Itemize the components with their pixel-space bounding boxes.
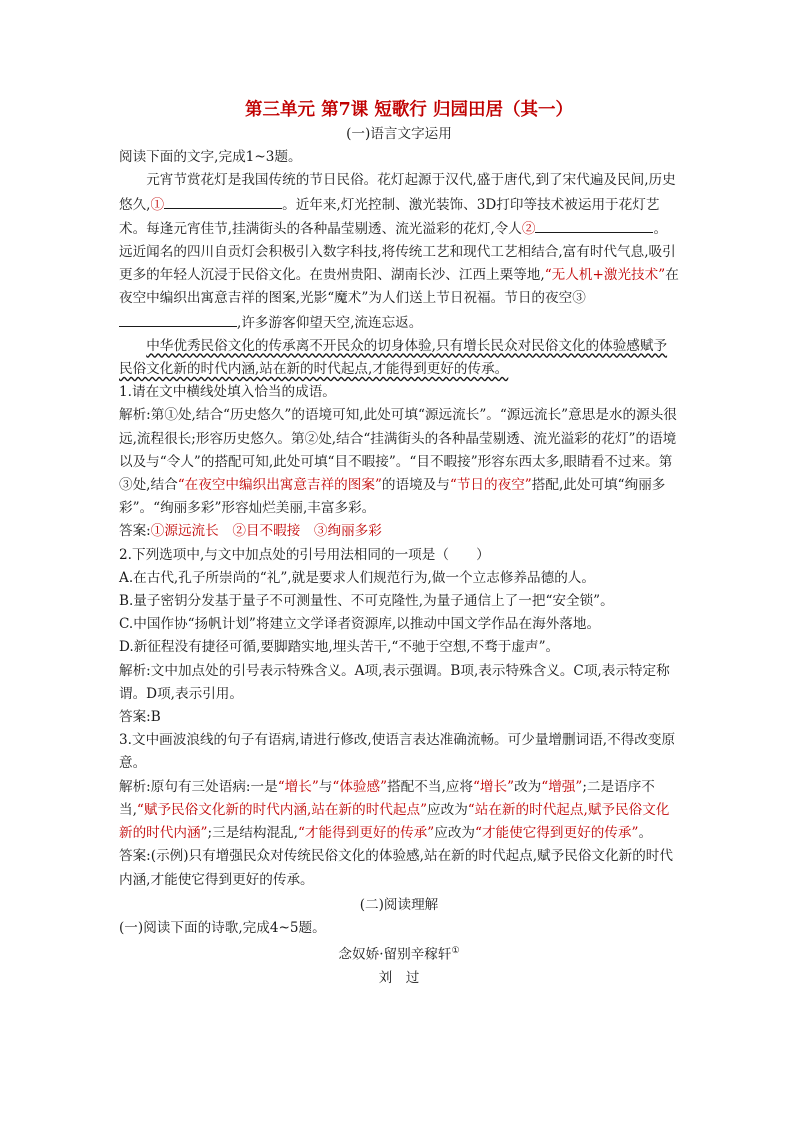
blank-marker-2: ②	[521, 220, 536, 237]
analysis-highlight: “站在新的时代起点,赋予民俗文化新的时代内涵”	[119, 801, 670, 842]
analysis-highlight: “增长”	[277, 778, 319, 795]
analysis-text: 。	[638, 825, 653, 842]
option-a: A.在古代,孔子所崇尚的“礼”,就是要求人们规范行为,做一个立志修养品德的人。	[119, 569, 595, 586]
answer-q3: 答案:(示例)只有增强民众对传统民俗文化的体验感,站在新的时代起点,赋予民俗文化新的时代内涵,才能使它得到更好的传承。	[119, 848, 673, 888]
analysis-highlight: “赋予民俗文化新的时代内涵,站在新的时代起点”	[136, 801, 428, 818]
option-d: D.新征程没有捷径可循,要脚踏实地,埋头苦干,“不驰于空想,不骛于虚声”。	[119, 639, 560, 656]
analysis-highlight: “节日的夜空”	[449, 477, 532, 494]
section-heading-language: (一)语言文字运用	[346, 126, 452, 142]
analysis-text: 应改为	[434, 825, 476, 842]
analysis-highlight: “增长”	[472, 778, 515, 795]
analysis-highlight: “才能得到更好的传承”	[297, 825, 435, 842]
answer-blank-2	[535, 217, 653, 233]
section-heading-reading: (二)阅读理解	[359, 896, 439, 913]
answer-q1	[119, 520, 679, 543]
answer-blank-3	[119, 311, 237, 327]
analysis-text: ;二是语序不当,	[119, 778, 655, 818]
analysis-q3	[119, 776, 679, 846]
passage-highlight: “无人机+激光技术”	[544, 267, 666, 284]
passage-paragraph-2	[119, 335, 679, 381]
analysis-text: 的语境及与	[381, 477, 450, 494]
analysis-q1	[119, 404, 679, 520]
passage-paragraph-1	[119, 169, 679, 334]
page-title: 第三单元 第7课 短歌行 归园田居（其一）	[245, 100, 573, 120]
document-body	[119, 97, 679, 990]
poem-title	[119, 940, 679, 967]
blank-marker-1: ①	[150, 196, 165, 213]
passage-text: 在夜空中编织出寓意吉祥的图案,光影“魔术”为人们送上节日祝福。节日的夜空③	[119, 267, 679, 307]
analysis-highlight: “才能使它得到更好的传承”	[475, 825, 639, 842]
question-3: 3.文中画波浪线的句子有语病,请进行修改,使语言表达准确流畅。可少量增删词语,不得改变原意。	[119, 732, 676, 772]
analysis-text: 搭配不当,应将	[387, 778, 473, 795]
answer-q2: 答案:B	[119, 709, 161, 726]
analysis-text: 与	[318, 778, 333, 795]
analysis-highlight: “体验感”	[332, 778, 388, 795]
passage-text: 。近年来,灯光控制、激光装饰、3D打印等技术被运用于花灯艺术。每逢元宵佳节,挂满街头的各种晶莹剔透、流光溢彩的花灯,令人	[119, 196, 660, 237]
answer-value: ①源远流长 ②目不暇接 ③绚丽多彩	[150, 523, 382, 540]
poem-title-text: 念奴娇·留别辛稼轩	[338, 946, 452, 963]
analysis-text: 改为	[514, 778, 542, 795]
instruction-q4-5: (一)阅读下面的诗歌,完成4~5题。	[119, 919, 326, 936]
analysis-q2: 解析:文中加点处的引号表示特殊含义。A项,表示强调。B项,表示特殊含义。C项,表示特定称谓。D项,表示引用。	[119, 662, 670, 702]
question-2: 2.下列选项中,与文中加点处的引号用法相同的一项是（ ）	[119, 546, 490, 563]
option-c: C.中国作协“扬帆计划”将建立文学译者资源库,以推动中国文学作品在海外落地。	[119, 616, 601, 633]
answer-label: 答案:	[119, 523, 151, 540]
option-b: B.量子密钥分发基于量子不可测量性、不可克隆性,为量子通信上了一把“安全锁”。	[119, 593, 614, 610]
passage-text: 。远近闻名的四川自贡灯会积极引入数字科技,将传统工艺和现代工艺相结合,富有时代气息,吸引更多的年轻人沉浸于民俗文化。在贵州贵阳、湖南长沙、江西上栗等地,	[119, 220, 676, 284]
analysis-text: 解析:第①处,结合“历史悠久”的语境可知,此处可填“源远流长”。“源远流长”意思是水的源头很远,流程很长;形容历史悠久。第②处,结合“挂满街头的各种晶莹剔透、流光溢彩的花灯”的语境以及与“令人”的搭配可知,此处可填“目不暇接”。“目不暇接”形容东西太多,眼睛看不过来。第③处,结合	[119, 407, 677, 494]
poem-author: 刘 过	[378, 969, 420, 986]
analysis-highlight: “增强”	[541, 778, 583, 795]
analysis-text: 解析:原句有三处语病:一是	[119, 778, 278, 795]
footnote-marker: ①	[451, 946, 460, 957]
instruction-q1-3: 阅读下面的文字,完成1~3题。	[119, 149, 302, 166]
analysis-text: ;三是结构混乱,	[207, 825, 298, 842]
passage-text: ,许多游客仰望天空,流连忘返。	[237, 314, 423, 331]
passage-text: 元宵节赏花灯是我国传统的节日民俗。花灯起源于汉代,盛于唐代,到了宋代遍及民间,历史悠久,	[119, 172, 676, 213]
question-1: 1.请在文中横线处填入恰当的成语。	[119, 384, 336, 401]
wavy-underlined-sentence: 中华优秀民俗文化的传承离不开民众的切身体验,只有增长民众对民俗文化的体验感赋予民俗文化新的时代内涵,站在新的时代起点,才能得到更好的传承。	[119, 337, 668, 378]
analysis-highlight: “在夜空中编织出寓意吉祥的图案”	[177, 477, 382, 494]
analysis-text: 应改为	[427, 801, 468, 818]
answer-blank-1	[164, 193, 282, 209]
analysis-text: 搭配,此处可填“绚丽多彩”。“绚丽多彩”形容灿烂美丽,丰富多彩。	[119, 477, 666, 517]
